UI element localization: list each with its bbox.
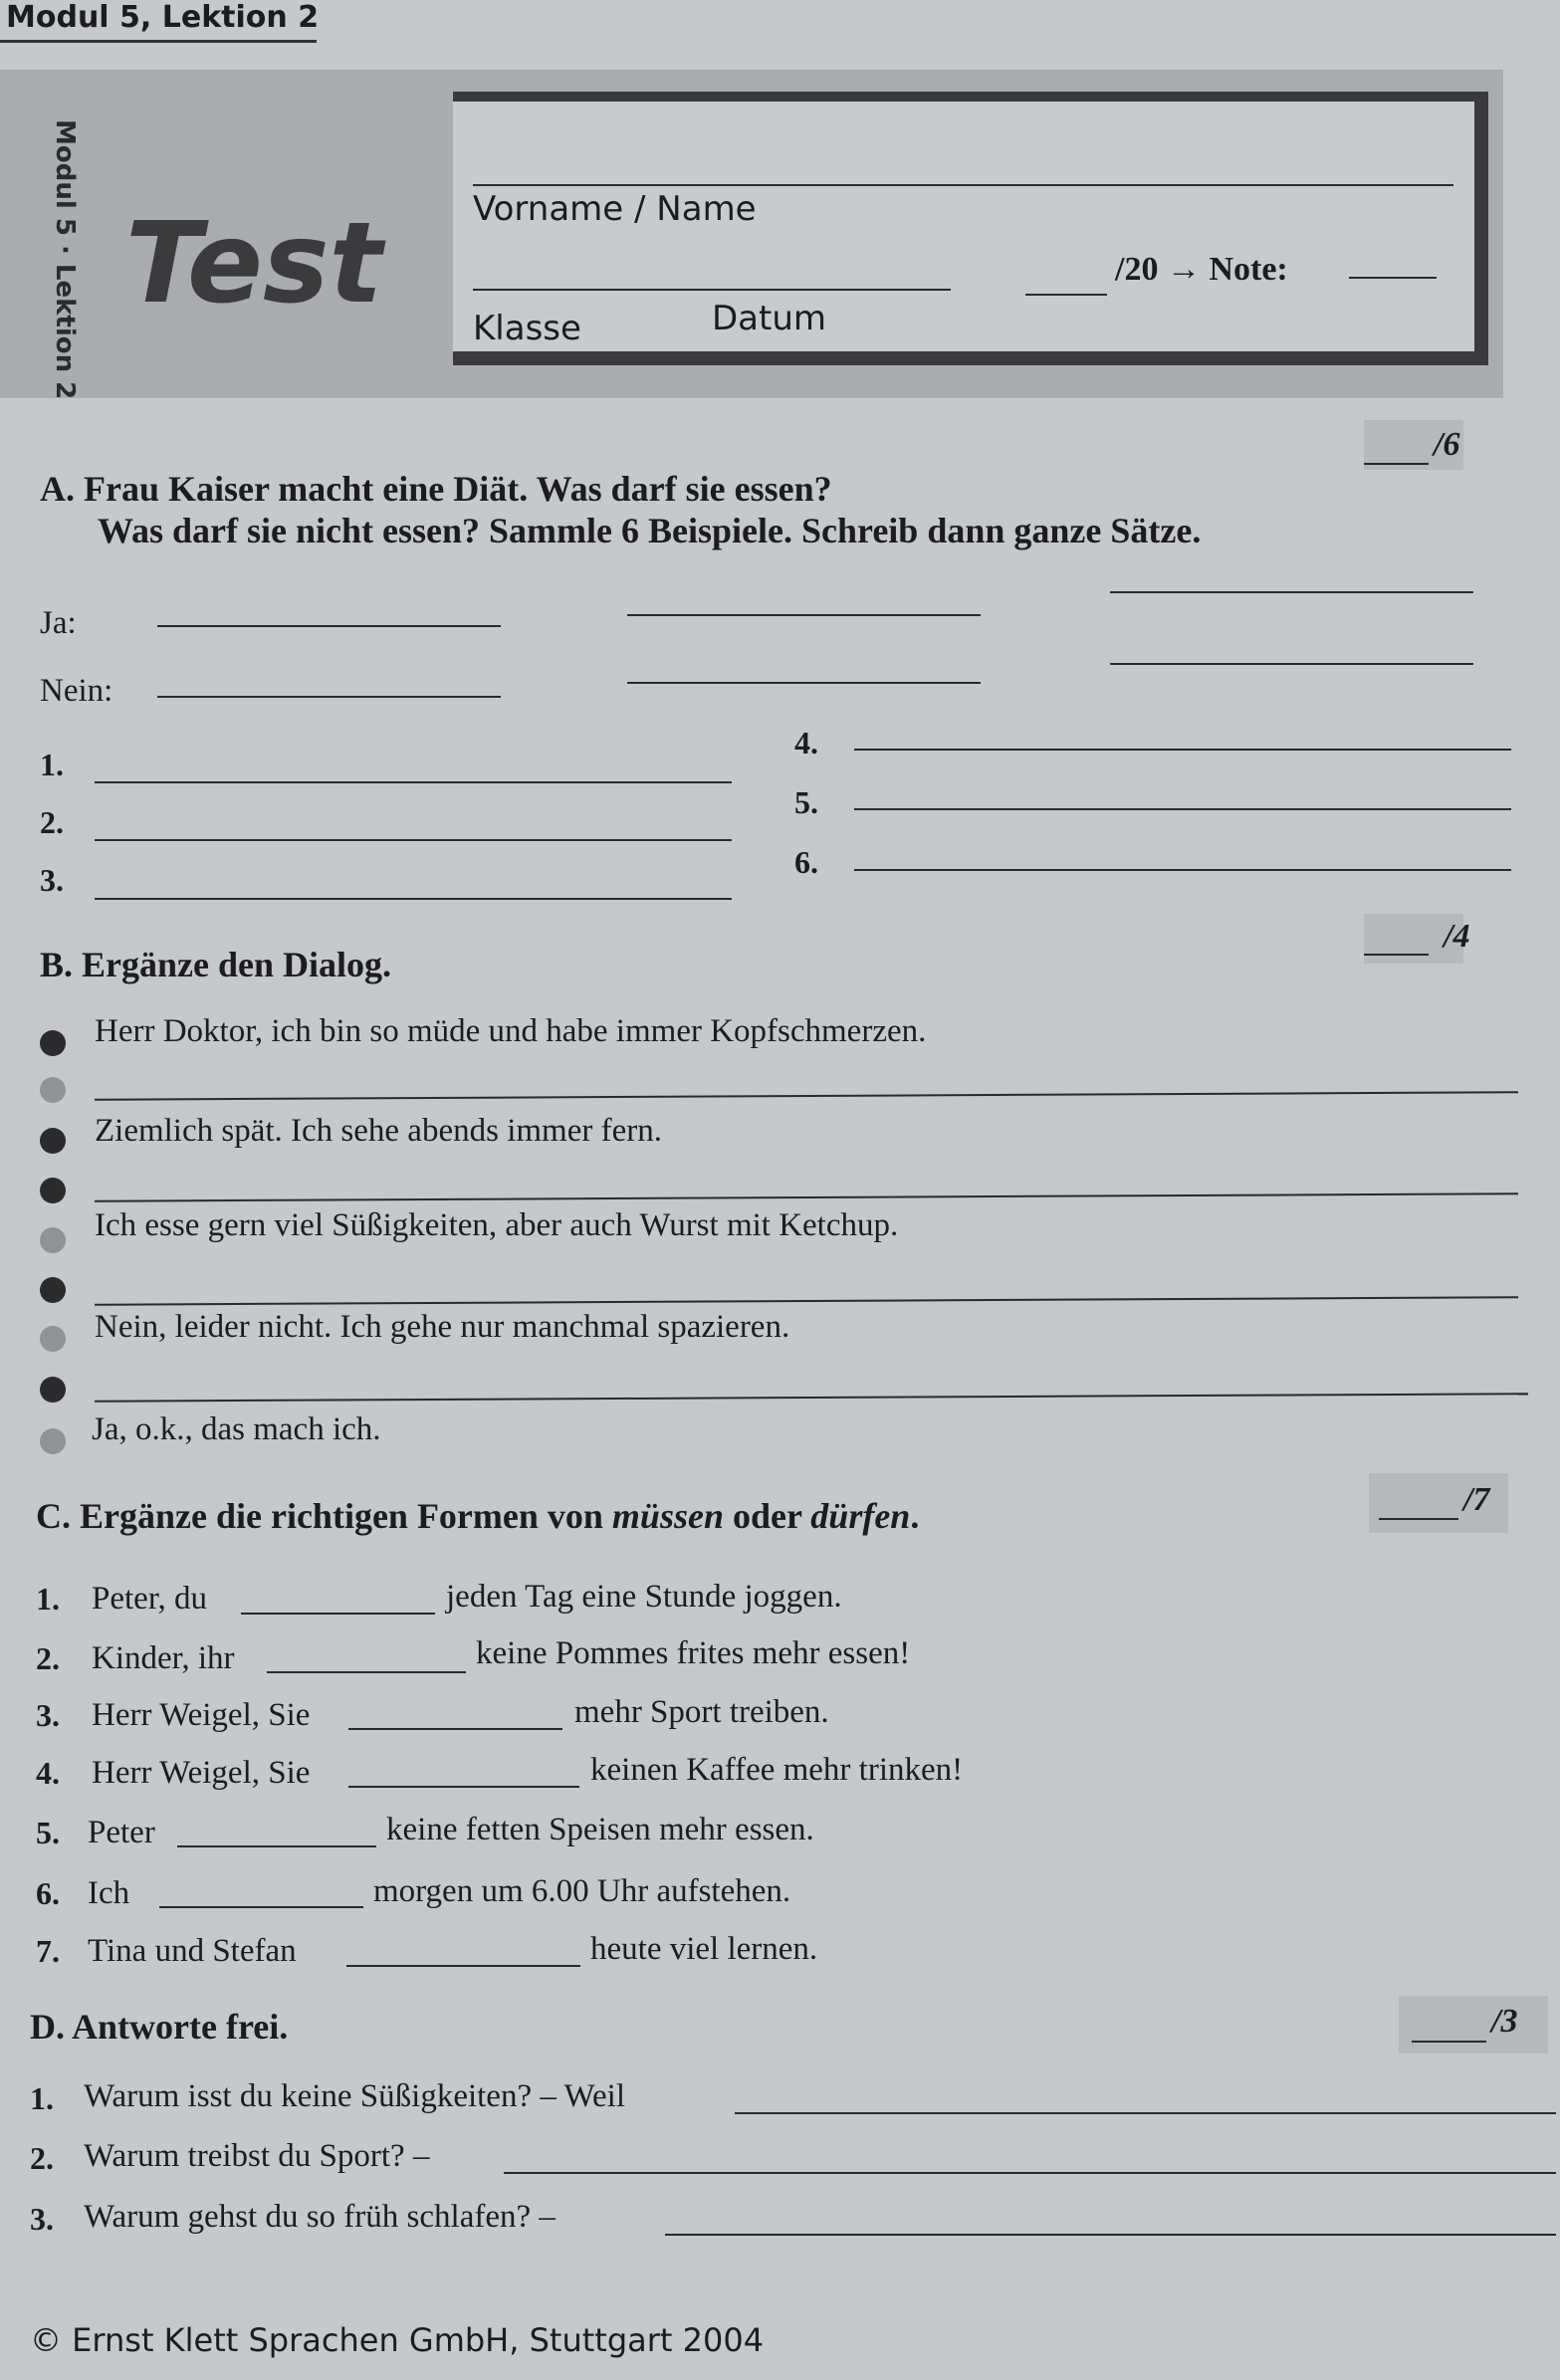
c-number-2: 2. (36, 1640, 60, 1676)
total-score-label: /20 → Note: (1115, 251, 1288, 288)
c-number-6: 6. (36, 1875, 60, 1911)
date-label: Datum (712, 299, 827, 338)
name-line[interactable] (473, 184, 1453, 186)
class-date-line[interactable] (473, 289, 951, 291)
c-item-2-a: Kinder, ihr (92, 1640, 235, 1676)
section-a-title-1: A. Frau Kaiser macht eine Diät. Was darf sie essen? (40, 469, 832, 509)
nein-blank-2[interactable] (627, 682, 981, 684)
c-number-5: 5. (36, 1815, 60, 1850)
section-c-title-c: oder (723, 1496, 811, 1536)
dialog-line-1: Herr Doktor, ich bin so müde und habe immer Kopfschmerzen. (95, 1013, 927, 1049)
section-c-title (36, 1495, 919, 1537)
section-c-title-d: dürfen (810, 1496, 911, 1536)
grade-blank[interactable] (1349, 277, 1437, 279)
copyright-footer: © Ernst Klett Sprachen GmbH, Stuttgart 2004 (30, 2321, 765, 2359)
side-label-text: Modul 5 · Lektion 2 (50, 119, 80, 400)
c-item-3-a: Herr Weigel, Sie (92, 1697, 311, 1733)
score-blank-c[interactable] (1379, 1518, 1458, 1520)
dialog-line-3: Ich esse gern viel Süßigkeiten, aber auch Wurst mit Ketchup. (95, 1207, 899, 1243)
c-blank-3[interactable] (348, 1728, 562, 1730)
c-item-2-b: keine Pommes frites mehr essen! (476, 1635, 911, 1671)
dialog-line-4: Nein, leider nicht. Ich gehe nur manchmal spazieren. (95, 1309, 790, 1345)
ja-blank-2[interactable] (627, 614, 981, 616)
c-item-1-b: jeden Tag eine Stunde joggen. (446, 1579, 842, 1615)
module-title: Modul 5, Lektion 2 (6, 0, 320, 35)
speaker-dot (40, 1277, 66, 1303)
score-blank-d[interactable] (1412, 2041, 1486, 2043)
a-number-3: 3. (40, 862, 64, 898)
c-item-4-b: keinen Kaffee mehr trinken! (590, 1752, 964, 1788)
dialog-blank-4[interactable] (95, 1393, 1528, 1403)
total-score-blank[interactable] (1025, 294, 1107, 296)
c-number-3: 3. (36, 1697, 60, 1733)
score-blank-a[interactable] (1364, 463, 1429, 465)
d-answer-blank-3[interactable] (665, 2234, 1556, 2236)
d-question-2: Warum treibst du Sport? – (84, 2138, 430, 2174)
score-d: /3 (1491, 2003, 1518, 2040)
d-number-1: 1. (30, 2080, 54, 2116)
dialog-blank-1[interactable] (95, 1091, 1518, 1100)
dialog-line-5: Ja, o.k., das mach ich. (92, 1411, 381, 1447)
c-item-3-b: mehr Sport treiben. (574, 1694, 829, 1730)
speaker-dot (40, 1377, 66, 1403)
nein-blank-3[interactable] (1110, 663, 1473, 665)
ja-blank-3[interactable] (1110, 591, 1473, 593)
score-c: /7 (1463, 1481, 1490, 1518)
speaker-dot (40, 1077, 66, 1103)
d-question-3: Warum gehst du so früh schlafen? – (84, 2199, 556, 2235)
a-number-5: 5. (794, 784, 818, 820)
c-number-4: 4. (36, 1755, 60, 1791)
c-number-7: 7. (36, 1933, 60, 1969)
d-question-1: Warum isst du keine Süßigkeiten? – Weil (84, 2078, 625, 2114)
c-item-6-a: Ich (88, 1875, 130, 1911)
c-blank-5[interactable] (177, 1845, 376, 1847)
class-label: Klasse (473, 309, 581, 348)
c-item-7-a: Tina und Stefan (88, 1933, 297, 1969)
speaker-dot (40, 1227, 66, 1253)
c-item-7-b: heute viel lernen. (590, 1931, 818, 1967)
c-blank-4[interactable] (348, 1786, 579, 1788)
d-number-3: 3. (30, 2201, 54, 2237)
section-d-title: D. Antworte frei. (30, 2007, 289, 2047)
section-c-title-b: müssen (611, 1496, 724, 1536)
a-sentence-blank-3[interactable] (95, 898, 732, 900)
d-answer-blank-1[interactable] (735, 2112, 1556, 2114)
nein-label: Nein: (40, 673, 113, 709)
module-title-underline (0, 40, 317, 43)
score-a: /6 (1434, 426, 1460, 463)
a-sentence-blank-1[interactable] (95, 781, 732, 783)
ja-blank-1[interactable] (157, 625, 501, 627)
section-c-title-a: C. Ergänze die richtigen Formen von (36, 1496, 612, 1536)
a-sentence-blank-5[interactable] (854, 808, 1511, 810)
speaker-dot (40, 1030, 66, 1056)
speaker-dot (40, 1128, 66, 1154)
score-box-d (1399, 1996, 1548, 2054)
c-item-1-a: Peter, du (92, 1581, 207, 1617)
c-blank-2[interactable] (267, 1671, 466, 1673)
a-number-1: 1. (40, 747, 64, 782)
score-blank-b[interactable] (1364, 954, 1429, 956)
test-heading: Test (125, 199, 383, 328)
c-blank-1[interactable] (241, 1613, 435, 1615)
c-item-5-a: Peter (88, 1815, 155, 1850)
d-number-2: 2. (30, 2140, 54, 2176)
d-answer-blank-2[interactable] (504, 2172, 1556, 2174)
ja-label: Ja: (40, 605, 77, 641)
speaker-dot (40, 1326, 66, 1352)
c-blank-7[interactable] (346, 1965, 580, 1967)
c-item-4-a: Herr Weigel, Sie (92, 1755, 311, 1791)
a-number-6: 6. (794, 844, 818, 880)
section-c-title-e: . (910, 1496, 920, 1536)
name-label: Vorname / Name (473, 189, 757, 229)
c-blank-6[interactable] (159, 1906, 363, 1908)
a-number-4: 4. (794, 725, 818, 760)
c-item-6-b: morgen um 6.00 Uhr aufstehen. (373, 1873, 791, 1909)
nein-blank-1[interactable] (157, 696, 501, 698)
score-b: /4 (1444, 918, 1470, 955)
dialog-line-2: Ziemlich spät. Ich sehe abends immer fern. (95, 1113, 662, 1149)
c-item-5-b: keine fetten Speisen mehr essen. (386, 1812, 814, 1847)
section-b-title: B. Ergänze den Dialog. (40, 945, 392, 984)
a-sentence-blank-6[interactable] (854, 869, 1511, 871)
a-sentence-blank-2[interactable] (95, 839, 732, 841)
section-a-title-2: Was darf sie nicht essen? Sammle 6 Beispiele. Schreib dann ganze Sätze. (98, 511, 1202, 550)
speaker-dot (40, 1178, 66, 1203)
a-sentence-blank-4[interactable] (854, 749, 1511, 751)
speaker-dot (40, 1428, 66, 1454)
side-label (52, 119, 78, 418)
a-number-2: 2. (40, 804, 64, 840)
dialog-blank-3[interactable] (95, 1296, 1518, 1305)
c-number-1: 1. (36, 1581, 60, 1617)
dialog-blank-2[interactable] (95, 1192, 1518, 1201)
